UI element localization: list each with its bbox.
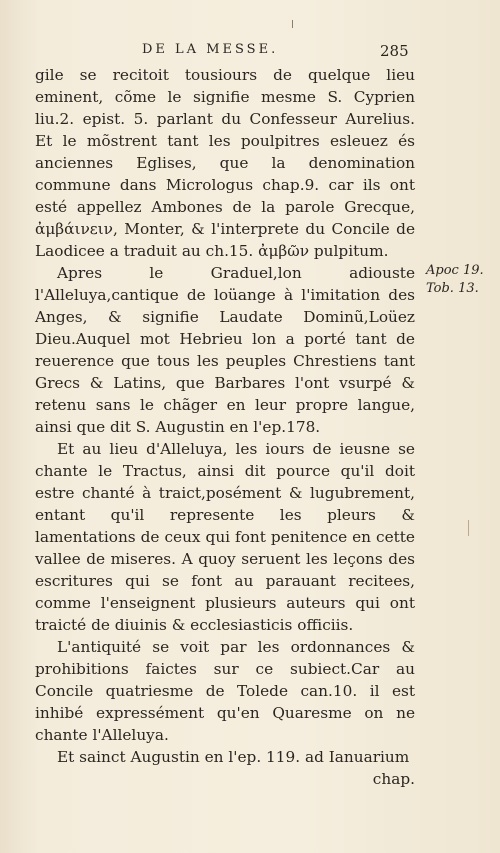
- margin-mark: [468, 520, 469, 536]
- paragraph-5: Et sainct Augustin en l'ep. 119. ad Ianuarium: [57, 748, 410, 766]
- marginal-reference: [426, 262, 484, 298]
- running-title: DE LA MESSE.: [142, 42, 279, 57]
- paragraph-4: L'antiquité se voit par les ordonnances & prohibitions faictes sur ce subiect.Car au Concile quatriesme de Tolede can.10. il est inhibé expressément qu'en Quaresme on ne chante l'Alleluya.: [35, 638, 415, 744]
- marginal-reference-tob: Tob. 13.: [426, 281, 479, 296]
- marginal-reference-apoc: Apoc 19.: [426, 263, 484, 278]
- main-text: [35, 64, 415, 790]
- catchword: chap.: [372, 770, 415, 788]
- top-mark: [292, 20, 293, 28]
- page-number: 285: [380, 42, 409, 60]
- paragraph-3: Et au lieu d'Alleluya, les iours de ieusne se chante le Tractus, ainsi dit pource qu'il doit estre chanté à traict,posément & lugubrement, entant qu'il represente les pleurs & lamentations de ceux qui font penitence en cette vallee de miseres. A quoy seruent les leçons des escritures qui se font au parauant recitees, comme l'enseignent plusieurs auteurs qui ont traicté de diuinis & ecclesiasticis officiis.: [35, 440, 415, 634]
- paragraph-1: gile se recitoit tousiours de quelque lieu eminent, cõme le signifie mesme S. Cyprien liu.2. epist. 5. parlant du Confesseur Aurelius. Et le mõstrent tant les poulpitres esleuez és anciennes Eglises, que la denomination commune dans Micrologus chap.9. car ils ont esté appellez Ambones de la parole Grecque, ἀμβάινειν, Monter, & l'interprete du Concile de Laodicee a traduit au ch.15. ἀμβῶν pulpitum.: [35, 66, 415, 260]
- paragraph-2: Apres le Graduel,lon adiouste l'Alleluya,cantique de loüange à l'imitation des Anges, & signifie Laudate Dominũ,Loüez Dieu.Auquel mot Hebrieu lon a porté tant de reuerence que tous les peuples Chrestiens tant Grecs & Latins, que Barbares l'ont vsurpé & retenu sans le chãger en leur propre langue, ainsi que dit S. Augustin en l'ep.178.: [35, 264, 415, 436]
